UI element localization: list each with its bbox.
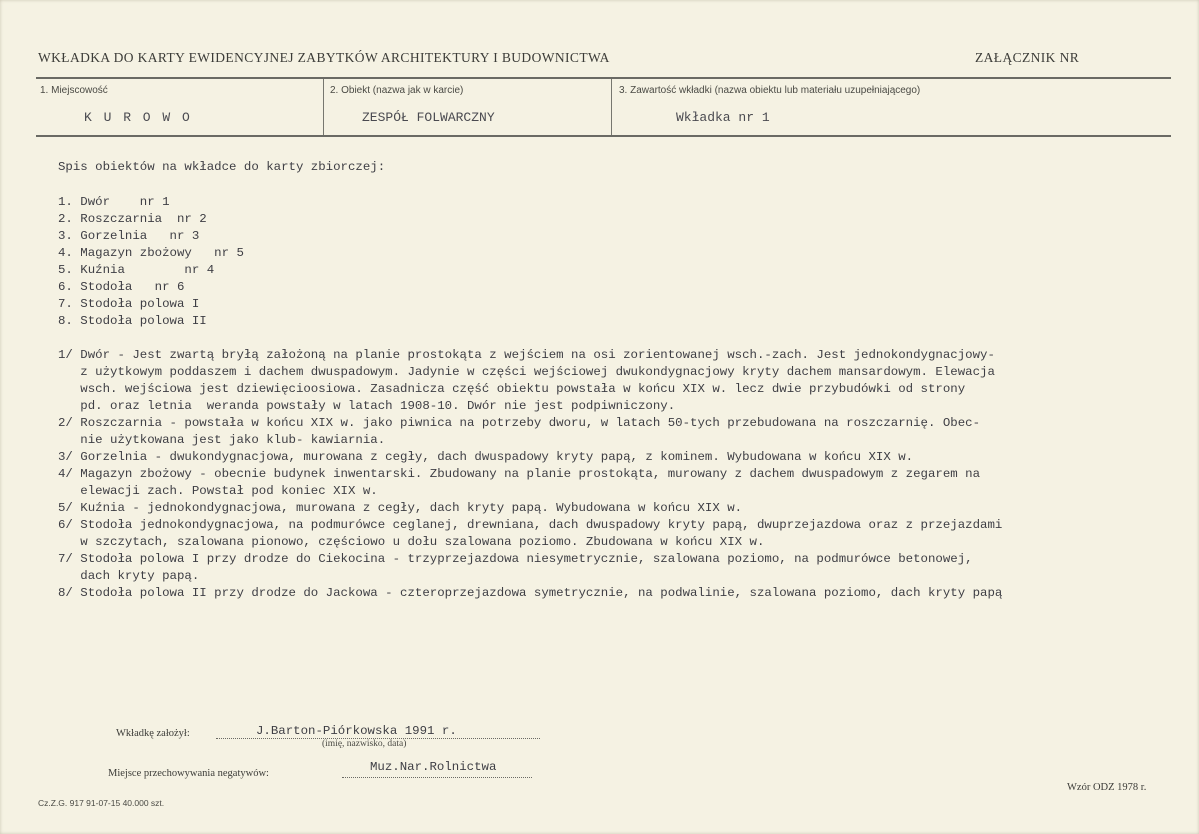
list-item: 5. Kuźnia nr 4 bbox=[58, 263, 215, 277]
location-value: K U R O W O bbox=[84, 110, 192, 125]
list-intro: Spis obiektów na wkładce do karty zbiorczej: bbox=[58, 160, 386, 174]
content-value: Wkładka nr 1 bbox=[676, 110, 770, 125]
author-value: J.Barton-Piórkowska 1991 r. bbox=[256, 724, 457, 738]
attachment-number-label: ZAŁĄCZNIK NR bbox=[975, 50, 1080, 65]
form-title: WKŁADKA DO KARTY EWIDENCYJNEJ ZABYTKÓW ARCHITEKTURY I BUDOWNICTWA bbox=[38, 50, 610, 65]
description-line: 7/ Stodoła polowa I przy drodze do Ciekocina - trzyprzejazdowa niesymetrycznie, szalowana poziomo, na podmurówce betonowej, bbox=[58, 552, 973, 566]
object-label: 2. Obiekt (nazwa jak w karcie) bbox=[330, 85, 464, 96]
form-code: Wzór ODZ 1978 r. bbox=[1067, 782, 1147, 793]
list-item: 4. Magazyn zbożowy nr 5 bbox=[58, 246, 244, 260]
header-top-rule bbox=[36, 77, 1171, 79]
storage-dotted-line bbox=[342, 777, 532, 778]
description-line: 5/ Kuźnia - jednokondygnacjowa, murowana z cegły, dach kryty papą. Wybudowana w końcu XIX w. bbox=[58, 501, 743, 515]
author-label: Wkładkę założył: bbox=[116, 728, 190, 739]
list-item: 6. Stodoła nr 6 bbox=[58, 280, 185, 294]
field-divider-2 bbox=[611, 79, 612, 135]
description-line: 8/ Stodoła polowa II przy drodze do Jackowa - czteroprzejazdowa symetrycznie, na podwalinie, szalowana poziomo, dach kryty papą bbox=[58, 586, 1003, 600]
description-line: 6/ Stodoła jednokondygnacjowa, na podmurówce ceglanej, drewniana, dach dwuspadowy kryty papą, dwuprzejazdowa oraz z przejazdami bbox=[58, 518, 1003, 532]
description-line: dach kryty papą. bbox=[58, 569, 200, 583]
list-item: 7. Stodoła polowa I bbox=[58, 297, 200, 311]
list-item: 1. Dwór nr 1 bbox=[58, 195, 170, 209]
object-value: ZESPÓŁ FOLWARCZNY bbox=[362, 110, 495, 125]
print-info: Cz.Z.G. 917 91-07-15 40.000 szt. bbox=[38, 798, 165, 808]
description-line: 1/ Dwór - Jest zwartą bryłą założoną na planie prostokąta z wejściem na osi zorientowanej wsch.-zach. Jest jednokondygnacjowy- bbox=[58, 348, 995, 362]
storage-value: Muz.Nar.Rolnictwa bbox=[370, 760, 497, 774]
author-hint: (imię, nazwisko, data) bbox=[322, 739, 407, 749]
description-line: pd. oraz letnia weranda powstały w latach 1908-10. Dwór nie jest podpiwniczony. bbox=[58, 399, 676, 413]
description-line: 2/ Roszczarnia - powstała w końcu XIX w. jako piwnica na potrzeby dworu, w latach 50-tych przebudowana na roszczarnię. Obec- bbox=[58, 416, 981, 430]
description-line: 3/ Gorzelnia - dwukondygnacjowa, murowana z cegły, dach dwuspadowy kryty papą, z kominem. Wybudowana w końcu XIX w. bbox=[58, 450, 914, 464]
storage-label: Miejsce przechowywania negatywów: bbox=[108, 768, 269, 779]
description-line: w szczytach, szalowana pionowo, częściowo u dołu szalowana poziomo. Zbudowana w końcu XIX w. bbox=[58, 535, 765, 549]
list-item: 8. Stodoła polowa II bbox=[58, 314, 207, 328]
description-line: elewacji zach. Powstał pod koniec XIX w. bbox=[58, 484, 378, 498]
description-line: 4/ Magazyn zbożowy - obecnie budynek inwentarski. Zbudowany na planie prostokąta, murowany z dachem dwuspadowym z zegarem na bbox=[58, 467, 981, 481]
location-label: 1. Miejscowość bbox=[40, 85, 108, 96]
description-line: wsch. wejściowa jest dziewięcioosiowa. Zasadnicza część obiektu powstała w końcu XIX w. lecz dwie przybudówki od strony bbox=[58, 382, 966, 396]
description-line: nie użytkowana jest jako klub- kawiarnia. bbox=[58, 433, 386, 447]
header-bottom-rule bbox=[36, 135, 1171, 137]
field-divider-1 bbox=[323, 79, 324, 135]
list-item: 2. Roszczarnia nr 2 bbox=[58, 212, 207, 226]
content-label: 3. Zawartość wkładki (nazwa obiektu lub materiału uzupełniającego) bbox=[619, 85, 921, 96]
description-line: z użytkowym poddaszem i dachem dwuspadowym. Jadynie w części wejściowej dwukondygnacjowy kryty dachem mansardowym. Elewacja bbox=[58, 365, 995, 379]
list-item: 3. Gorzelnia nr 3 bbox=[58, 229, 200, 243]
